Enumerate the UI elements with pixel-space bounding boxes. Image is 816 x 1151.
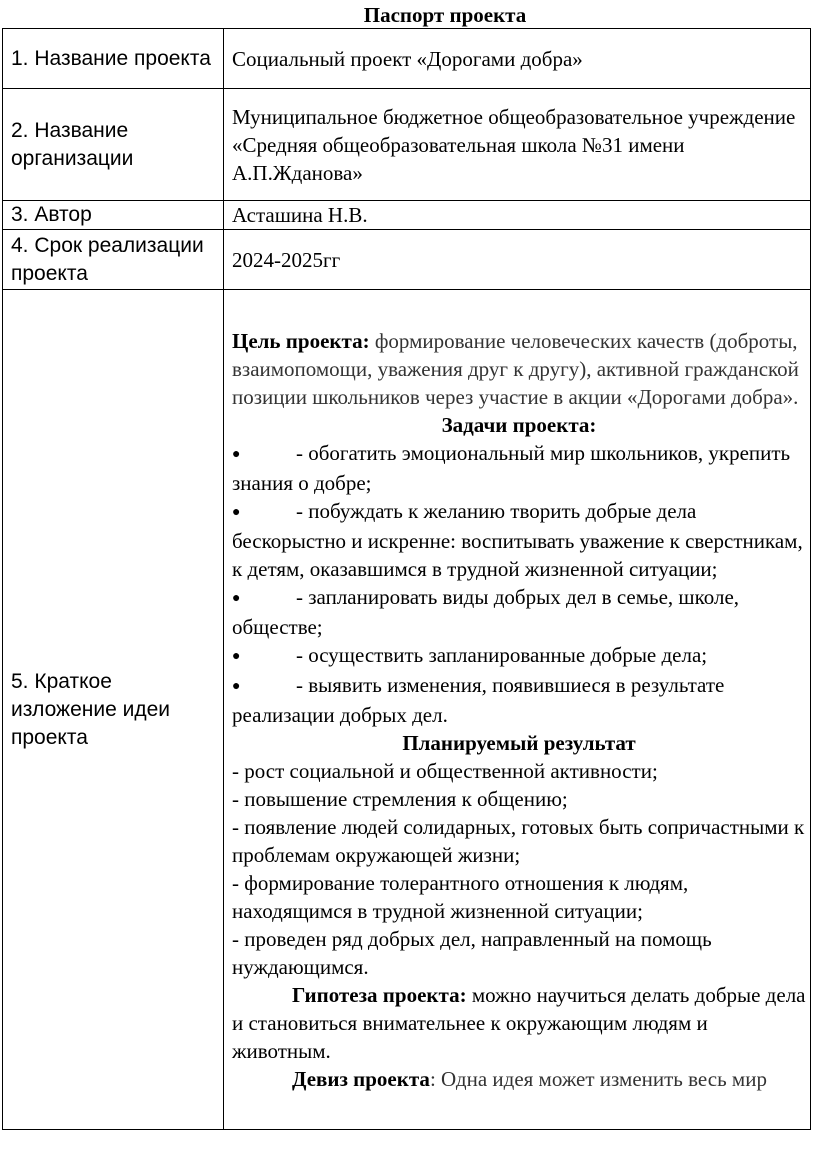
document-title: Паспорт проекта (363, 3, 527, 27)
task-text: - побуждать к желанию творить добрые дела бескорыстно и искренне: воспитывать уважение к сверстникам, к детям, оказавшимся в трудной жизненной ситуации; (232, 498, 803, 581)
result-item: - проведен ряд добрых дел, направленный на помощь нуждающимся. (232, 926, 712, 979)
motto-paragraph (232, 1065, 806, 1093)
organization-line: «Средняя общеобразовательная школа №31 имени А.П.Жданова» (232, 132, 685, 185)
bullet-icon: ● (232, 590, 241, 606)
list-item (232, 641, 806, 671)
goal-label: Цель проекта: (232, 328, 370, 353)
list-item (232, 583, 806, 641)
task-text: - обогатить эмоциональный мир школьников, укрепить знания о добре; (232, 440, 791, 495)
task-text: - запланировать виды добрых дел в семье, школе, обществе; (232, 584, 740, 639)
list-item (232, 671, 806, 729)
author-value: Асташина Н.В. (224, 201, 811, 230)
bullet-icon: ● (232, 504, 241, 520)
motto-label: Девиз проекта (292, 1066, 430, 1091)
goal-paragraph (232, 327, 806, 411)
row-label: 5. Краткое изложение идеи проекта (3, 290, 224, 1130)
table-row (3, 29, 811, 89)
table-row (3, 230, 811, 290)
tasks-heading: Задачи проекта: (441, 412, 597, 437)
table-row (3, 290, 811, 1130)
list-item (232, 497, 806, 583)
hypothesis-paragraph (232, 981, 806, 1065)
period-value: 2024-2025гг (224, 230, 811, 290)
idea-content (224, 290, 811, 1130)
project-name-value: Социальный проект «Дорогами добра» (224, 29, 811, 89)
result-item: - появление людей солидарных, готовых быть сопричастными к проблемам окружающей жизни; (232, 814, 805, 867)
organization-value (224, 89, 811, 201)
table-row (3, 201, 811, 230)
bullet-icon: ● (232, 678, 241, 694)
results-heading: Планируемый результат (402, 730, 636, 755)
task-text: - осуществить запланированные добрые дела; (296, 642, 708, 667)
list-item (232, 439, 806, 497)
bullet-icon: ● (232, 446, 241, 462)
row-label: 3. Автор (3, 201, 224, 230)
row-label: 4. Срок реализации проекта (3, 230, 224, 290)
hypothesis-label: Гипотеза проекта: (292, 982, 467, 1007)
hypothesis-text: можно научиться делать добрые дела и становиться внимательнее к окружающим людям и животным. (232, 982, 806, 1063)
result-item: - формирование толерантного отношения к людям, находящимся в трудной жизненной ситуации; (232, 870, 689, 923)
organization-line: Муниципальное бюджетное общеобразовательное учреждение (232, 104, 796, 129)
table-row (3, 89, 811, 201)
motto-text: : Одна идея может изменить весь мир (429, 1066, 767, 1091)
task-text: - выявить изменения, появившиеся в результате реализации добрых дел. (232, 672, 725, 727)
row-label: 1. Название проекта (3, 29, 224, 89)
bullet-icon: ● (232, 648, 241, 664)
result-item: - повышение стремления к общению; (232, 786, 568, 811)
project-passport-table (2, 28, 811, 1130)
goal-text: формирование человеческих качеств (доброты, взаимопомощи, уважения друг к другу), активной гражданской позиции школьников через участие в акции «Дорогами добра». (232, 328, 799, 409)
result-item: - рост социальной и общественной активности; (232, 758, 658, 783)
row-label: 2. Название организации (3, 89, 224, 201)
